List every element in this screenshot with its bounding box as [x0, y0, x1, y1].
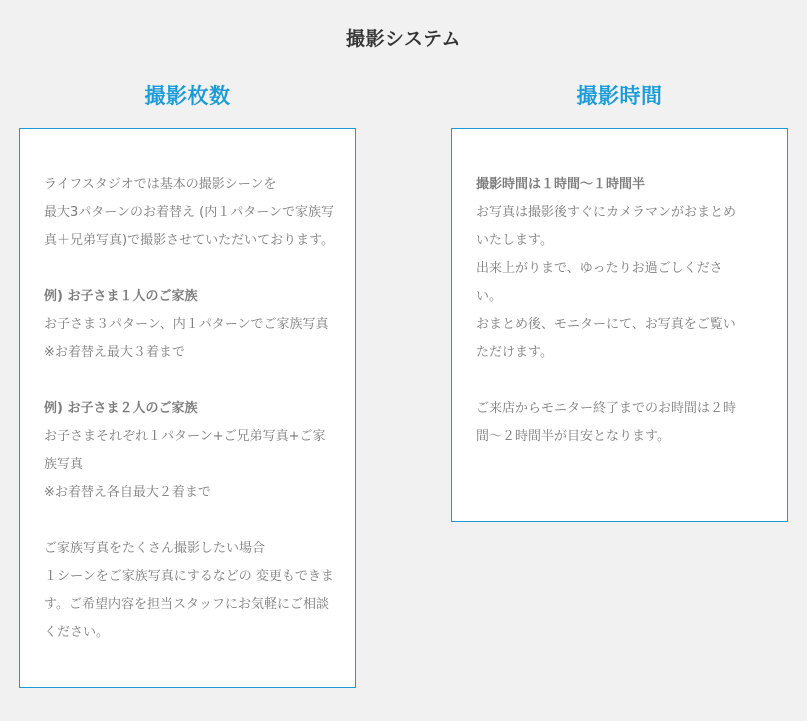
shot-count-note: ※お着替え各自最大２着まで: [44, 485, 211, 500]
shot-count-line: お子さまそれぞれ１パターン+ご兄弟写真+ご家: [44, 429, 326, 444]
spacer: [44, 507, 341, 535]
shot-time-line: い。: [476, 289, 503, 304]
shot-time-line: お写真は撮影後すぐにカメラマンがおまとめ: [476, 205, 737, 220]
shot-time-line: ただけます。: [476, 345, 553, 360]
shot-count-line: 族写真: [44, 457, 84, 472]
shot-count-note: ※お着替え最大３着まで: [44, 345, 185, 360]
shot-time-line: 出来上がりまで、ゆったりお過ごしくださ: [476, 261, 723, 276]
example-one-child-heading: 例) お子さま１人のご家族: [44, 289, 198, 304]
shot-time-box: [451, 128, 788, 522]
spacer: [44, 255, 341, 283]
example-two-children-heading: 例) お子さま２人のご家族: [44, 401, 198, 416]
spacer: [44, 367, 341, 395]
shot-count-line: ライフスタジオでは基本の撮影シーンを: [44, 177, 277, 192]
shot-time-line: おまとめ後、モニターにて、お写真をご覧い: [476, 317, 736, 332]
shot-count-line: １シーンをご家族写真にするなどの 変更もできま: [44, 569, 334, 584]
page-title: 撮影システム: [345, 28, 462, 50]
shot-time-line: ご来店からモニター終了までのお時間は２時: [476, 401, 737, 416]
spacer: [476, 367, 773, 395]
shot-time-line: いたします。: [476, 233, 553, 248]
shot-count-line: ください。: [44, 625, 110, 640]
shot-count-line: ご家族写真をたくさん撮影したい場合: [44, 541, 266, 556]
shot-count-line: す。ご希望内容を担当スタッフにお気軽にご相談: [44, 597, 329, 612]
shot-count-line: 最大3パターンのお着替え (内１パターンで家族写: [44, 205, 334, 220]
shot-time-heading: 撮影時間: [576, 84, 663, 108]
shot-count-line: 真＋兄弟写真)で撮影させていただいております。: [44, 233, 335, 248]
shot-time-line: 間〜２時間半が目安となります。: [476, 429, 670, 444]
shot-count-line: お子さま３パターン、内１パターンでご家族写真: [44, 317, 329, 332]
shot-count-heading: 撮影枚数: [144, 84, 231, 108]
shot-count-box: [19, 128, 356, 688]
shot-time-summary: 撮影時間は１時間〜１時間半: [476, 177, 646, 192]
